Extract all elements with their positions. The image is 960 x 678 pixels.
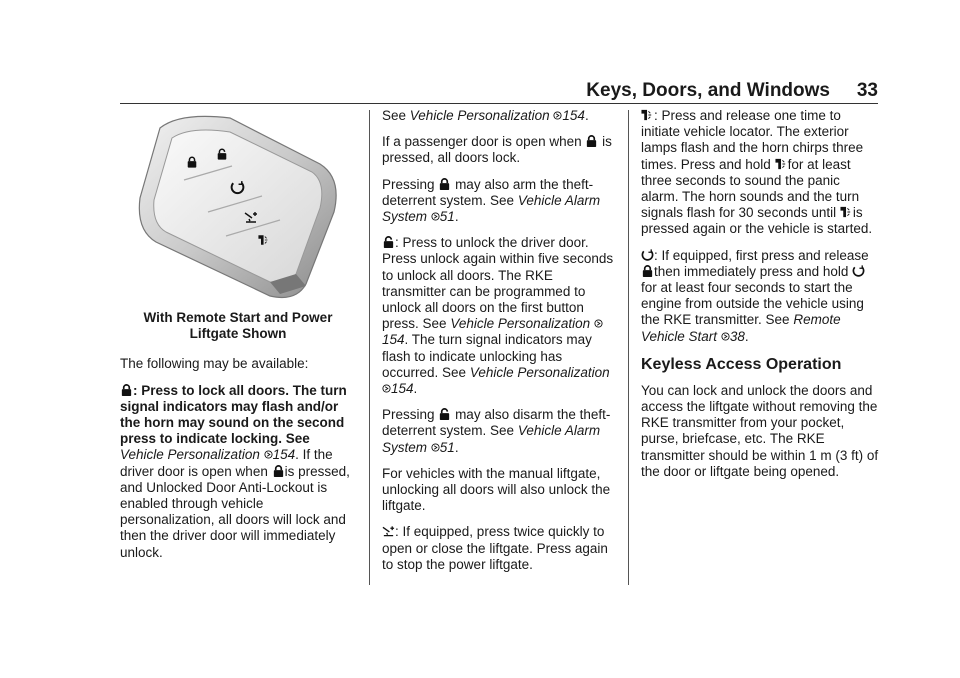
lock-icon: [120, 383, 133, 397]
page-number: 33: [856, 80, 878, 101]
intro-text: The following may be available:: [120, 356, 309, 372]
page-ref-51[interactable]: 51: [439, 209, 455, 225]
vehicle-personalization-link[interactable]: Vehicle Personalization: [469, 364, 610, 380]
remote-vehicle-start-link[interactable]: Remote Vehicle Start: [641, 312, 841, 344]
vehicle-locator-icon: [840, 205, 853, 219]
column-2: [382, 108, 618, 583]
page-ref-38[interactable]: 38: [729, 328, 745, 344]
lock-icon: [438, 177, 451, 191]
column-3: [641, 108, 879, 490]
personalization-reference: See Vehicle Personalization 154.: [382, 108, 589, 123]
power-liftgate-description: : If equipped, press twice quickly to open or close the liftgate. Press again to stop the power liftgate.: [382, 524, 608, 572]
vehicle-alarm-system-link[interactable]: Vehicle Alarm System: [382, 192, 601, 225]
page-reference-arrow-icon: [382, 384, 391, 393]
vehicle-locator-icon: [641, 108, 654, 122]
vehicle-personalization-link[interactable]: Vehicle Personalization: [409, 108, 550, 123]
figure-caption: With Remote Start and Power Liftgate Shown: [143, 310, 333, 342]
unlock-icon: [382, 235, 395, 249]
lock-icon: [272, 464, 285, 478]
page-ref-154[interactable]: 154: [382, 332, 405, 348]
remote-start-icon: [852, 264, 865, 278]
remote-start-icon: [641, 248, 654, 262]
vehicle-personalization-link[interactable]: Vehicle Personalization: [120, 447, 260, 463]
vehicle-locator-icon: [775, 157, 788, 171]
lock-icon: [641, 264, 654, 278]
remote-start-description: : If equipped, first press and release then immediately press and hold for at least four seconds to start the engine from outside the vehicle using the RKE transmitter. See Remote Vehicle Start 38.: [641, 247, 869, 344]
column-divider-1: [369, 110, 370, 585]
unlock-icon: [438, 407, 451, 421]
lock-icon: [585, 134, 598, 148]
unlock-button-description: : Press to unlock the driver door. Press unlock again within five seconds to unlock all doors. The RKE transmitter can be programmed to unlock all doors on the first button press. See Vehicle Personalization 154. The turn signal indicators may flash to indicate unlocking has occurred. See Vehicle Personalization 154.: [382, 235, 614, 397]
manual-liftgate-text: For vehicles with the manual liftgate, unlocking all doors will also unlock the liftgate.: [382, 465, 611, 514]
key-fob-illustration: [120, 108, 356, 304]
page-header-title: Keys, Doors, and Windows: [586, 80, 830, 101]
column-divider-2: [628, 110, 629, 585]
vehicle-locator-description: : Press and release one time to initiate vehicle locator. The exterior lamps flash and the horn chirps three times. Press and hold for at least three seconds to sound the panic alarm. The horn sounds and the turn signals flash for 30 seconds until is pressed again or the vehicle is started.: [641, 108, 873, 237]
page-ref-154[interactable]: 154: [562, 108, 585, 123]
page-ref-154[interactable]: 154: [272, 447, 296, 463]
header-divider: [120, 103, 878, 104]
page-ref-51[interactable]: 51: [439, 439, 455, 455]
page-reference-arrow-icon: [431, 212, 440, 221]
key-fob-image: [120, 108, 356, 304]
liftgate-icon: [382, 524, 395, 538]
lock-button-description: : Press to lock all doors. The turn signal indicators may flash and/or the horn may sound on the second press to indicate locking. See Vehicle Personalization 154. If the driver door is open when is pressed, and Unlocked Door Anti-Lockout is enabled through vehicle personalization, all doors will lock and then the driver door will immediately unlock.: [120, 382, 350, 560]
column-1: [120, 108, 356, 571]
keyless-access-text: You can lock and unlock the doors and access the liftgate without removing the RKE transmitter from your pocket, purse, briefcase, etc. The RKE transmitter should be within 1 m (3 ft) of the door or liftgate being opened.: [641, 382, 879, 479]
vehicle-personalization-link[interactable]: Vehicle Personalization: [450, 316, 591, 332]
page-reference-arrow-icon: [431, 443, 440, 452]
arm-theft-text: Pressing may also arm the theft-deterrent system. See Vehicle Alarm System 51.: [382, 176, 601, 225]
page-reference-arrow-icon: [264, 450, 273, 459]
disarm-theft-text: Pressing may also disarm the theft-deterrent system. See Vehicle Alarm System 51.: [382, 407, 611, 455]
page-ref-154[interactable]: 154: [391, 381, 414, 397]
passenger-door-text: If a passenger door is open when is pressed, all doors lock.: [382, 134, 612, 166]
page-reference-arrow-icon: [594, 319, 603, 328]
page-reference-arrow-icon: [721, 332, 730, 341]
keyless-access-heading: Keyless Access Operation: [641, 355, 842, 373]
vehicle-alarm-system-link[interactable]: Vehicle Alarm System: [382, 423, 601, 455]
